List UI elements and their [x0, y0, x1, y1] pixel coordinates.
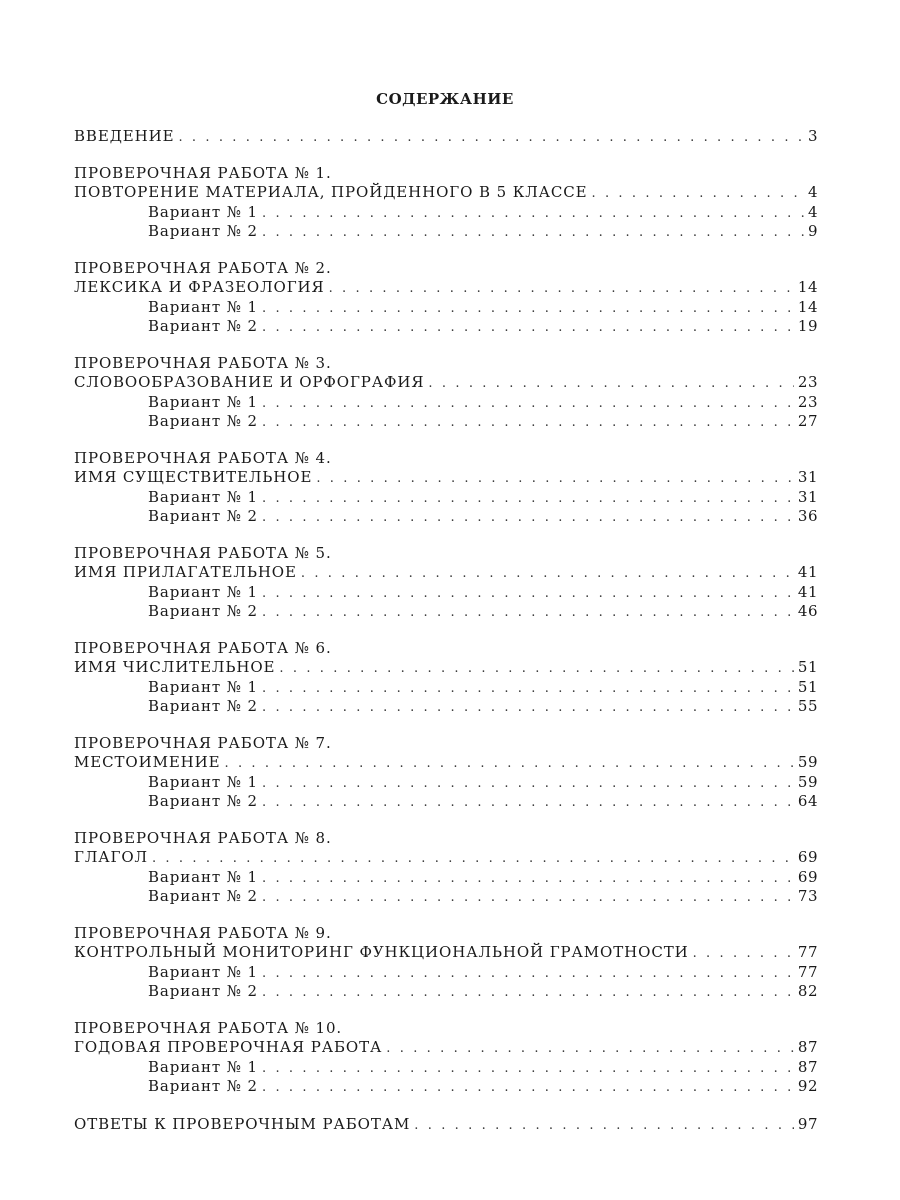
work-block — [74, 354, 818, 432]
toc-page-number: 51 — [797, 677, 818, 696]
dot-leader — [262, 413, 794, 433]
toc-page-number: 92 — [797, 1077, 818, 1095]
variant-entry[interactable] — [74, 1058, 818, 1078]
toc-entry-intro[interactable] — [74, 127, 818, 147]
toc-entry-label: Вариант № 1 — [148, 772, 258, 791]
toc-entry-label: Вариант № 1 — [148, 392, 258, 411]
toc-page-number: 3 — [807, 127, 818, 145]
dot-leader — [262, 869, 794, 889]
work-topic-entry[interactable] — [74, 848, 818, 868]
toc-page-number: 46 — [797, 602, 818, 620]
dot-leader — [428, 374, 793, 394]
dot-leader — [262, 394, 794, 414]
toc-page-number: 59 — [797, 753, 818, 771]
work-topic-entry[interactable] — [74, 183, 818, 203]
toc-entry-label: ГЛАГОЛ — [74, 848, 148, 866]
work-heading: ПРОВЕРОЧНАЯ РАБОТА № 9. — [74, 923, 332, 942]
dot-leader — [262, 888, 794, 908]
variant-entry[interactable] — [74, 488, 818, 508]
toc-entry-label: Вариант № 2 — [148, 222, 258, 240]
work-topic-entry[interactable] — [74, 658, 818, 678]
variant-entry[interactable] — [74, 868, 818, 888]
dot-leader — [262, 1078, 794, 1098]
variant-entry[interactable] — [74, 507, 818, 527]
toc-page-number: 19 — [797, 317, 818, 335]
toc-page-number: 73 — [797, 887, 818, 905]
dot-leader — [225, 754, 794, 774]
toc-page-number: 31 — [797, 487, 818, 506]
variant-entry[interactable] — [74, 792, 818, 812]
toc-entry-label: Вариант № 1 — [148, 677, 258, 696]
works-list — [74, 164, 818, 1097]
dot-leader — [262, 679, 794, 699]
toc-page-number: 41 — [797, 563, 818, 581]
toc-entry-label: ОТВЕТЫ К ПРОВЕРОЧНЫМ РАБОТАМ — [74, 1114, 411, 1133]
variant-entry[interactable] — [74, 298, 818, 318]
toc-page-number: 31 — [797, 468, 818, 486]
toc-page-number: 77 — [797, 962, 818, 981]
toc-page-number: 55 — [797, 697, 818, 715]
work-block — [74, 544, 818, 622]
dot-leader — [262, 508, 794, 528]
variant-entry[interactable] — [74, 773, 818, 793]
toc-entry-label: Вариант № 2 — [148, 317, 258, 335]
dot-leader — [262, 698, 794, 718]
variant-entry[interactable] — [74, 1077, 818, 1097]
dot-leader — [262, 603, 794, 623]
toc-entry-label: ИМЯ ПРИЛАГАТЕЛЬНОЕ — [74, 563, 297, 581]
work-block — [74, 1019, 818, 1097]
work-heading: ПРОВЕРОЧНАЯ РАБОТА № 7. — [74, 733, 332, 752]
dot-leader — [262, 584, 794, 604]
dot-leader — [301, 564, 794, 584]
dot-leader — [262, 318, 794, 338]
work-block — [74, 164, 818, 242]
toc-page-number: 51 — [797, 658, 818, 676]
dot-leader — [262, 964, 794, 984]
toc-page-number: 82 — [797, 982, 818, 1000]
dot-leader — [262, 1059, 794, 1079]
toc-entry-label: Вариант № 2 — [148, 887, 258, 905]
toc-page-number: 87 — [797, 1057, 818, 1076]
toc-entry-label: Вариант № 2 — [148, 412, 258, 430]
toc-entry-label: Вариант № 2 — [148, 982, 258, 1000]
toc-entry-label: Вариант № 1 — [148, 867, 258, 886]
work-topic-entry[interactable] — [74, 278, 818, 298]
dot-leader — [262, 774, 794, 794]
work-block — [74, 734, 818, 812]
toc-entry-label: КОНТРОЛЬНЫЙ МОНИТОРИНГ ФУНКЦИОНАЛЬНОЙ ГРАМОТНОСТИ — [74, 943, 689, 961]
dot-leader — [262, 793, 794, 813]
variant-entry[interactable] — [74, 412, 818, 432]
toc-entry-label: ВВЕДЕНИЕ — [74, 127, 175, 145]
variant-entry[interactable] — [74, 982, 818, 1002]
dot-leader — [262, 204, 804, 224]
work-heading: ПРОВЕРОЧНАЯ РАБОТА № 5. — [74, 543, 332, 562]
work-topic-entry[interactable] — [74, 1038, 818, 1058]
dot-leader — [329, 279, 794, 299]
toc-entry-label: Вариант № 1 — [148, 1057, 258, 1076]
toc-entry-label: ИМЯ ЧИСЛИТЕЛЬНОЕ — [74, 658, 276, 676]
toc-entry-label: ЛЕКСИКА И ФРАЗЕОЛОГИЯ — [74, 278, 325, 296]
work-block — [74, 924, 818, 1002]
variant-entry[interactable] — [74, 963, 818, 983]
variant-entry[interactable] — [74, 602, 818, 622]
page-title: СОДЕРЖАНИЕ — [376, 90, 514, 108]
toc-entry-label: ИМЯ СУЩЕСТВИТЕЛЬНОЕ — [74, 468, 313, 486]
toc-page-number: 59 — [797, 772, 818, 791]
dot-leader — [316, 469, 794, 489]
dot-leader — [386, 1039, 794, 1059]
dot-leader — [592, 184, 804, 204]
work-heading: ПРОВЕРОЧНАЯ РАБОТА № 10. — [74, 1018, 343, 1037]
toc-entry-label: Вариант № 2 — [148, 602, 258, 620]
toc-page-number: 27 — [797, 412, 818, 430]
work-heading: ПРОВЕРОЧНАЯ РАБОТА № 8. — [74, 828, 332, 847]
work-block — [74, 829, 818, 907]
dot-leader — [279, 659, 794, 679]
toc-entry-label: ПОВТОРЕНИЕ МАТЕРИАЛА, ПРОЙДЕННОГО В 5 КЛАССЕ — [74, 183, 588, 201]
dot-leader — [178, 128, 804, 148]
variant-entry[interactable] — [74, 887, 818, 907]
toc-entry-label: Вариант № 2 — [148, 697, 258, 715]
toc-entry-answers[interactable] — [74, 1115, 818, 1135]
toc-page-number: 77 — [797, 943, 818, 961]
variant-entry[interactable] — [74, 203, 818, 223]
toc-page-number: 69 — [797, 848, 818, 866]
toc-page-number: 9 — [807, 222, 818, 240]
dot-leader — [262, 489, 794, 509]
dot-leader — [262, 983, 794, 1003]
work-heading: ПРОВЕРОЧНАЯ РАБОТА № 6. — [74, 638, 332, 657]
toc-entry-label: Вариант № 1 — [148, 962, 258, 981]
variant-entry[interactable] — [74, 678, 818, 698]
toc-page-number: 23 — [797, 373, 818, 391]
work-block — [74, 259, 818, 337]
toc-entry-label: Вариант № 2 — [148, 1077, 258, 1095]
dot-leader — [152, 849, 794, 869]
toc-entry-label: МЕСТОИМЕНИЕ — [74, 753, 221, 771]
toc-page-number: 36 — [797, 507, 818, 525]
toc-page-number: 64 — [797, 792, 818, 810]
toc-page-number: 87 — [797, 1038, 818, 1056]
dot-leader — [693, 944, 794, 964]
variant-entry[interactable] — [74, 697, 818, 717]
work-topic-entry[interactable] — [74, 943, 818, 963]
variant-entry[interactable] — [74, 583, 818, 603]
variant-entry[interactable] — [74, 222, 818, 242]
toc-page-number: 23 — [797, 392, 818, 411]
toc-entry-label: Вариант № 1 — [148, 297, 258, 316]
toc-entry-label: СЛОВООБРАЗОВАНИЕ И ОРФОГРАФИЯ — [74, 373, 425, 391]
table-of-contents — [74, 127, 818, 1134]
work-heading: ПРОВЕРОЧНАЯ РАБОТА № 1. — [74, 163, 332, 182]
toc-page-number: 14 — [797, 278, 818, 296]
dot-leader — [262, 299, 794, 319]
toc-entry-label: Вариант № 1 — [148, 487, 258, 506]
variant-entry[interactable] — [74, 317, 818, 337]
toc-entry-label: Вариант № 1 — [148, 202, 258, 221]
toc-entry-label: Вариант № 1 — [148, 582, 258, 601]
work-topic-entry[interactable] — [74, 753, 818, 773]
toc-page-number: 97 — [797, 1114, 818, 1133]
work-topic-entry[interactable] — [74, 468, 818, 488]
work-topic-entry[interactable] — [74, 373, 818, 393]
toc-page-number: 41 — [797, 582, 818, 601]
work-heading: ПРОВЕРОЧНАЯ РАБОТА № 3. — [74, 353, 332, 372]
toc-entry-label: ГОДОВАЯ ПРОВЕРОЧНАЯ РАБОТА — [74, 1038, 383, 1056]
toc-entry-label: Вариант № 2 — [148, 507, 258, 525]
dot-leader — [262, 223, 804, 243]
toc-page-number: 4 — [807, 202, 818, 221]
work-heading: ПРОВЕРОЧНАЯ РАБОТА № 4. — [74, 448, 332, 467]
work-topic-entry[interactable] — [74, 563, 818, 583]
toc-page-number: 14 — [797, 297, 818, 316]
dot-leader — [414, 1116, 794, 1136]
work-block — [74, 449, 818, 527]
work-block — [74, 639, 818, 717]
toc-entry-label: Вариант № 2 — [148, 792, 258, 810]
variant-entry[interactable] — [74, 393, 818, 413]
toc-page-number: 69 — [797, 867, 818, 886]
toc-page-number: 4 — [807, 183, 818, 201]
work-heading: ПРОВЕРОЧНАЯ РАБОТА № 2. — [74, 258, 332, 277]
